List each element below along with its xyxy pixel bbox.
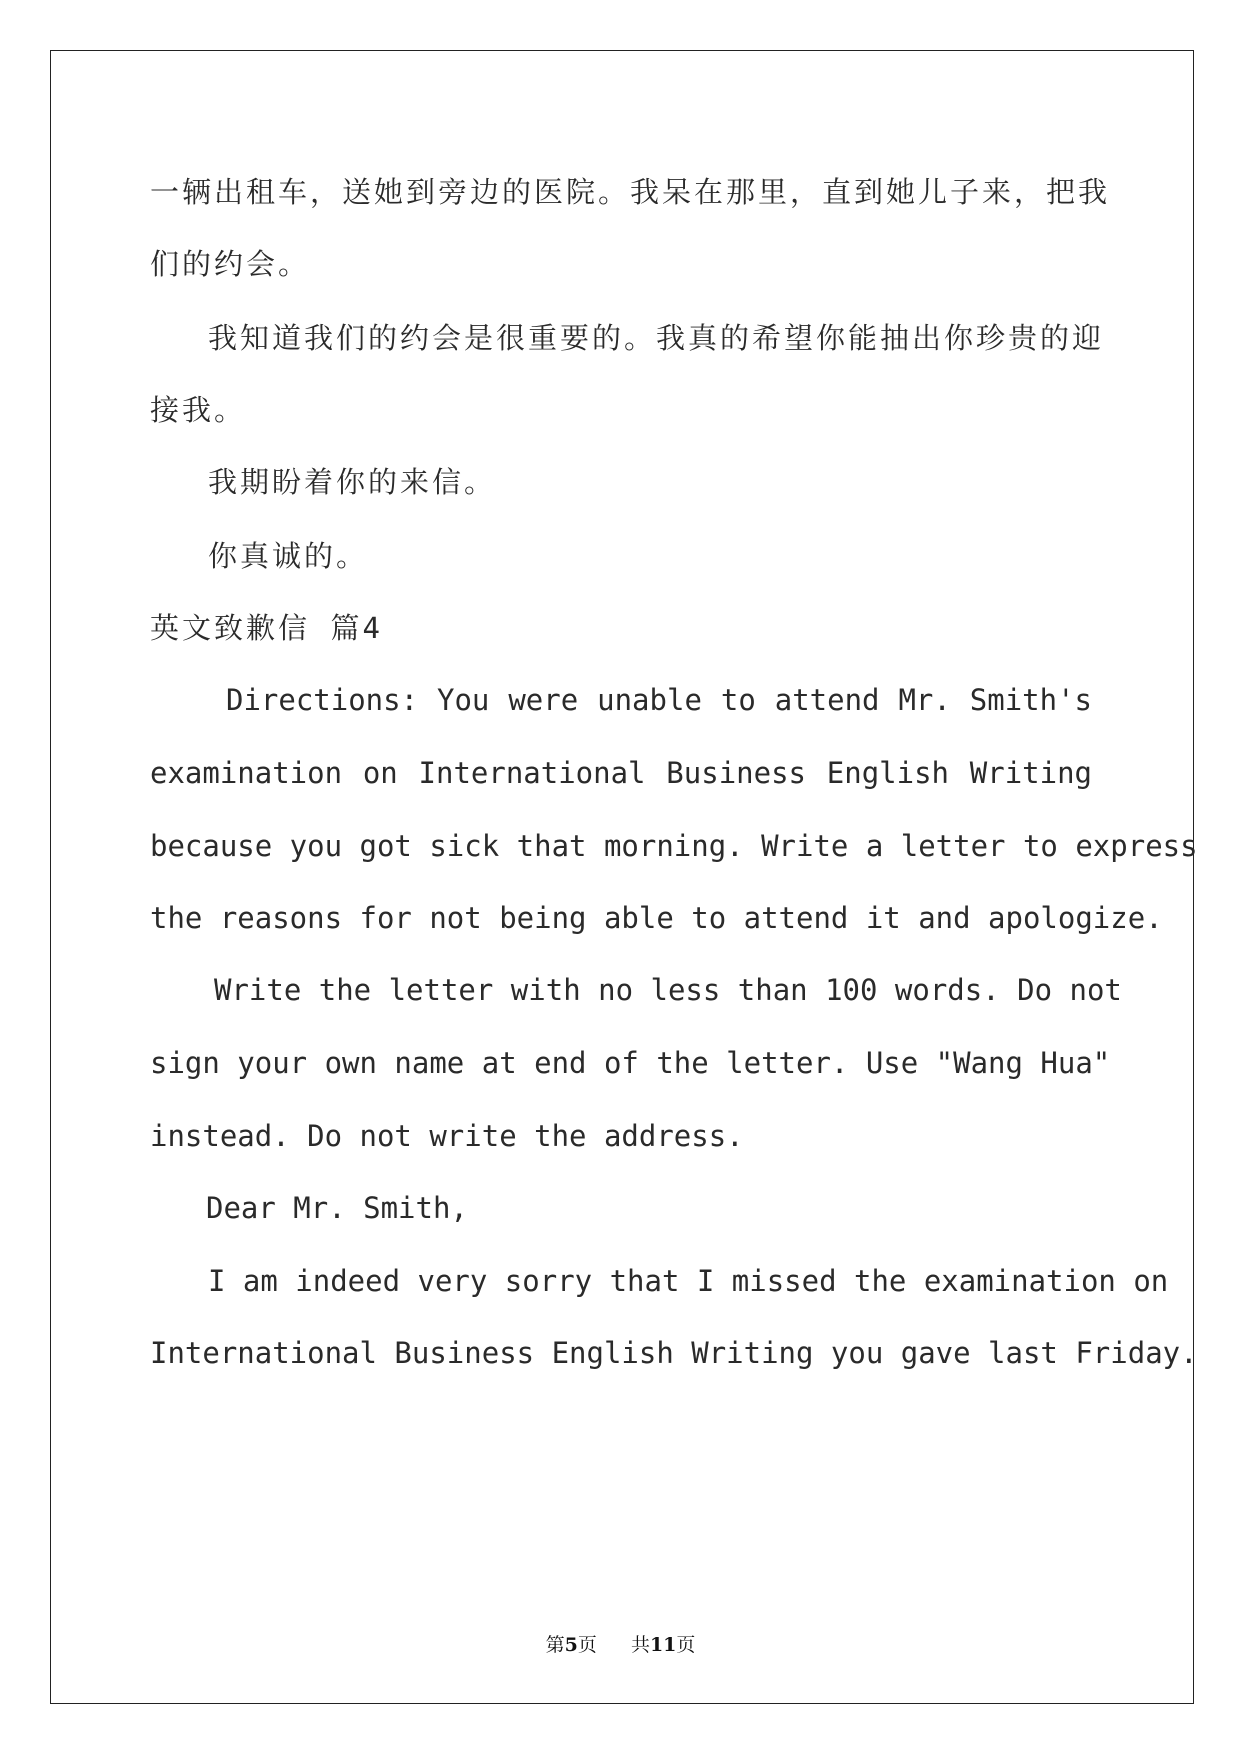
paragraph-line: Write the letter with no less than 100 words. Do not <box>214 973 1122 1007</box>
page-suffix: 页 <box>577 1634 597 1656</box>
paragraph-line: I am indeed very sorry that I missed the examination on <box>208 1264 1169 1298</box>
page-number: 5 <box>564 1634 578 1656</box>
paragraph-line: 我知道我们的约会是很重要的。我真的希望你能抽出你珍贵的迎 <box>208 321 1105 355</box>
paragraph-line: International Business English Writing you gave last Friday. <box>150 1336 1198 1370</box>
section-heading: 英文致歉信 篇4 <box>150 611 383 645</box>
total-prefix: 共 <box>630 1634 650 1656</box>
page-footer <box>0 1630 1241 1657</box>
total-suffix: 页 <box>676 1634 696 1656</box>
paragraph-line: instead. Do not write the address. <box>150 1119 744 1153</box>
paragraph-line: 我期盼着你的来信。 <box>208 465 497 499</box>
paragraph-line: 一辆出租车，送她到旁边的医院。我呆在那里，直到她儿子来，把我 <box>150 175 1111 209</box>
page-border <box>50 50 1198 1704</box>
paragraph-line: examination on International Business English Writing <box>150 756 1092 790</box>
paragraph-line: 们的约会。 <box>150 247 311 281</box>
paragraph-line: because you got sick that morning. Write a letter to express <box>150 829 1198 863</box>
paragraph-line: sign your own name at end of the letter. Use "Wang Hua" <box>150 1046 1111 1080</box>
letter-salutation: Dear Mr. Smith, <box>206 1191 468 1225</box>
total-pages: 11 <box>649 1634 677 1656</box>
paragraph-line: 你真诚的。 <box>208 539 369 573</box>
paragraph-line: Directions: You were unable to attend Mr. Smith's <box>226 683 1092 717</box>
paragraph-line: the reasons for not being able to attend it and apologize. <box>150 901 1163 935</box>
page-prefix: 第 <box>545 1634 565 1656</box>
paragraph-line: 接我。 <box>150 393 247 427</box>
